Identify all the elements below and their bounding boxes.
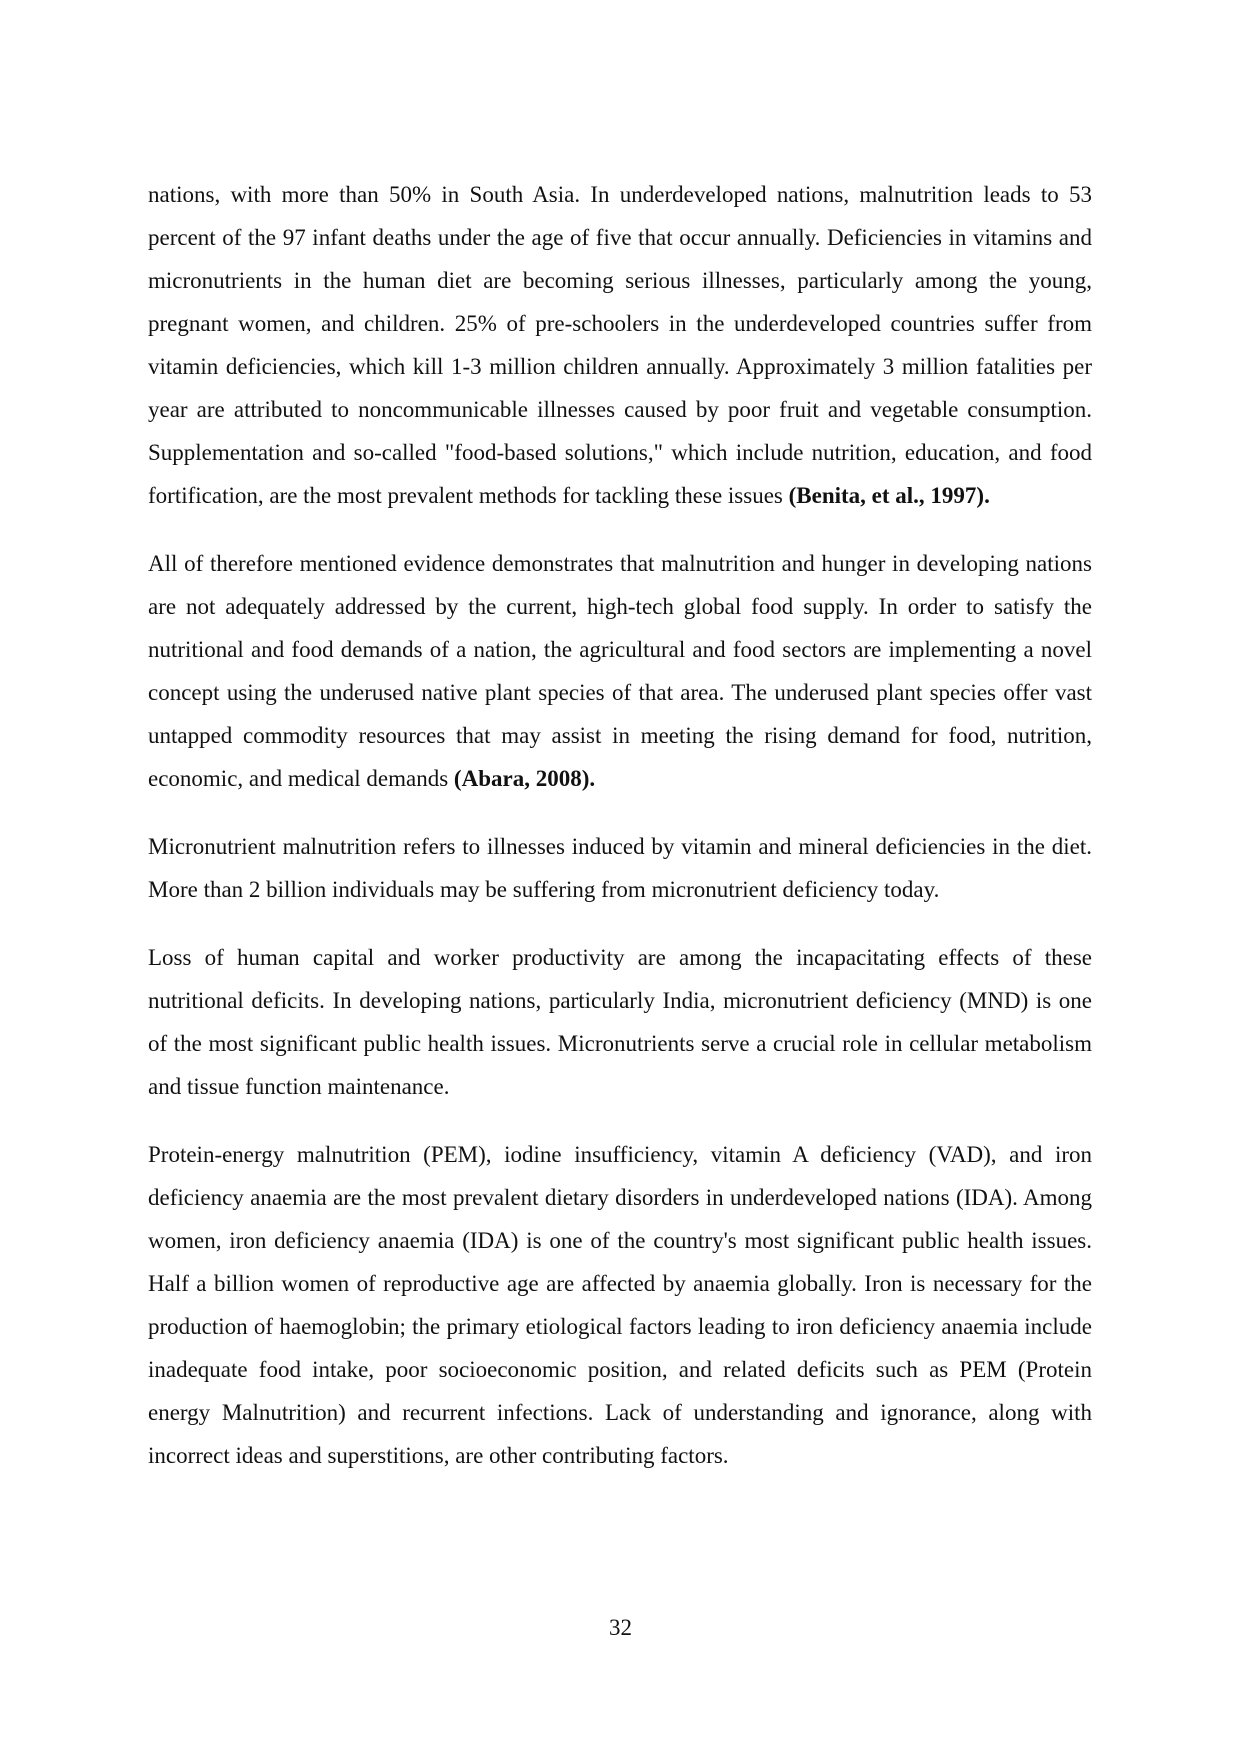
body-text (148, 173, 1092, 1477)
paragraph-4 (148, 936, 1092, 1108)
citation: (Benita, et al., 1997). (788, 483, 990, 508)
page-number: 32 (609, 1615, 632, 1640)
paragraph-1 (148, 173, 1092, 517)
paragraph-5 (148, 1133, 1092, 1477)
paragraph-text: Protein-energy malnutrition (PEM), iodine insufficiency, vitamin A deficiency (VAD), and iron deficiency anaemia are the most prevalent dietary disorders in underdeveloped nations (IDA). Among women, iron deficiency anaemia (IDA) is one of the country's most significant public health issues. Half a billion women of reproductive age are affected by anaemia globally. Iron is necessary for the production of haemoglobin; the primary etiological factors leading to iron deficiency anaemia include inadequate food intake, poor socioeconomic position, and related deficits such as PEM (Protein energy Malnutrition) and recurrent infections. Lack of understanding and ignorance, along with incorrect ideas and superstitions, are other contributing factors. (148, 1142, 1092, 1468)
paragraph-text: Micronutrient malnutrition refers to illnesses induced by vitamin and mineral deficiencies in the diet. More than 2 billion individuals may be suffering from micronutrient deficiency today. (148, 834, 1092, 902)
paragraph-text: Loss of human capital and worker productivity are among the incapacitating effects of these nutritional deficits. In developing nations, particularly India, micronutrient deficiency (MND) is one of the most significant public health issues. Micronutrients serve a crucial role in cellular metabolism and tissue function maintenance. (148, 945, 1092, 1099)
citation: (Abara, 2008). (453, 766, 596, 791)
paragraph-2 (148, 542, 1092, 800)
paragraph-text: nations, with more than 50% in South Asia. In underdeveloped nations, malnutrition leads to 53 percent of the 97 infant deaths under the age of five that occur annually. Deficiencies in vitamins and micronutrients in the human diet are becoming serious illnesses, particularly among the young, pregnant women, and children. 25% of pre-schoolers in the underdeveloped countries suffer from vitamin deficiencies, which kill 1-3 million children annually. Approximately 3 million fatalities per year are attributed to noncommunicable illnesses caused by poor fruit and vegetable consumption. Supplementation and so-called "food-based solutions," which include nutrition, education, and food fortification, are the most prevalent methods for tackling these issues (148, 182, 1092, 508)
paragraph-text: All of therefore mentioned evidence demonstrates that malnutrition and hunger in developing nations are not adequately addressed by the current, high-tech global food supply. In order to satisfy the nutritional and food demands of a nation, the agricultural and food sectors are implementing a novel concept using the underused native plant species of that area. The underused plant species offer vast untapped commodity resources that may assist in meeting the rising demand for food, nutrition, economic, and medical demands (148, 551, 1092, 791)
paragraph-3 (148, 825, 1092, 911)
